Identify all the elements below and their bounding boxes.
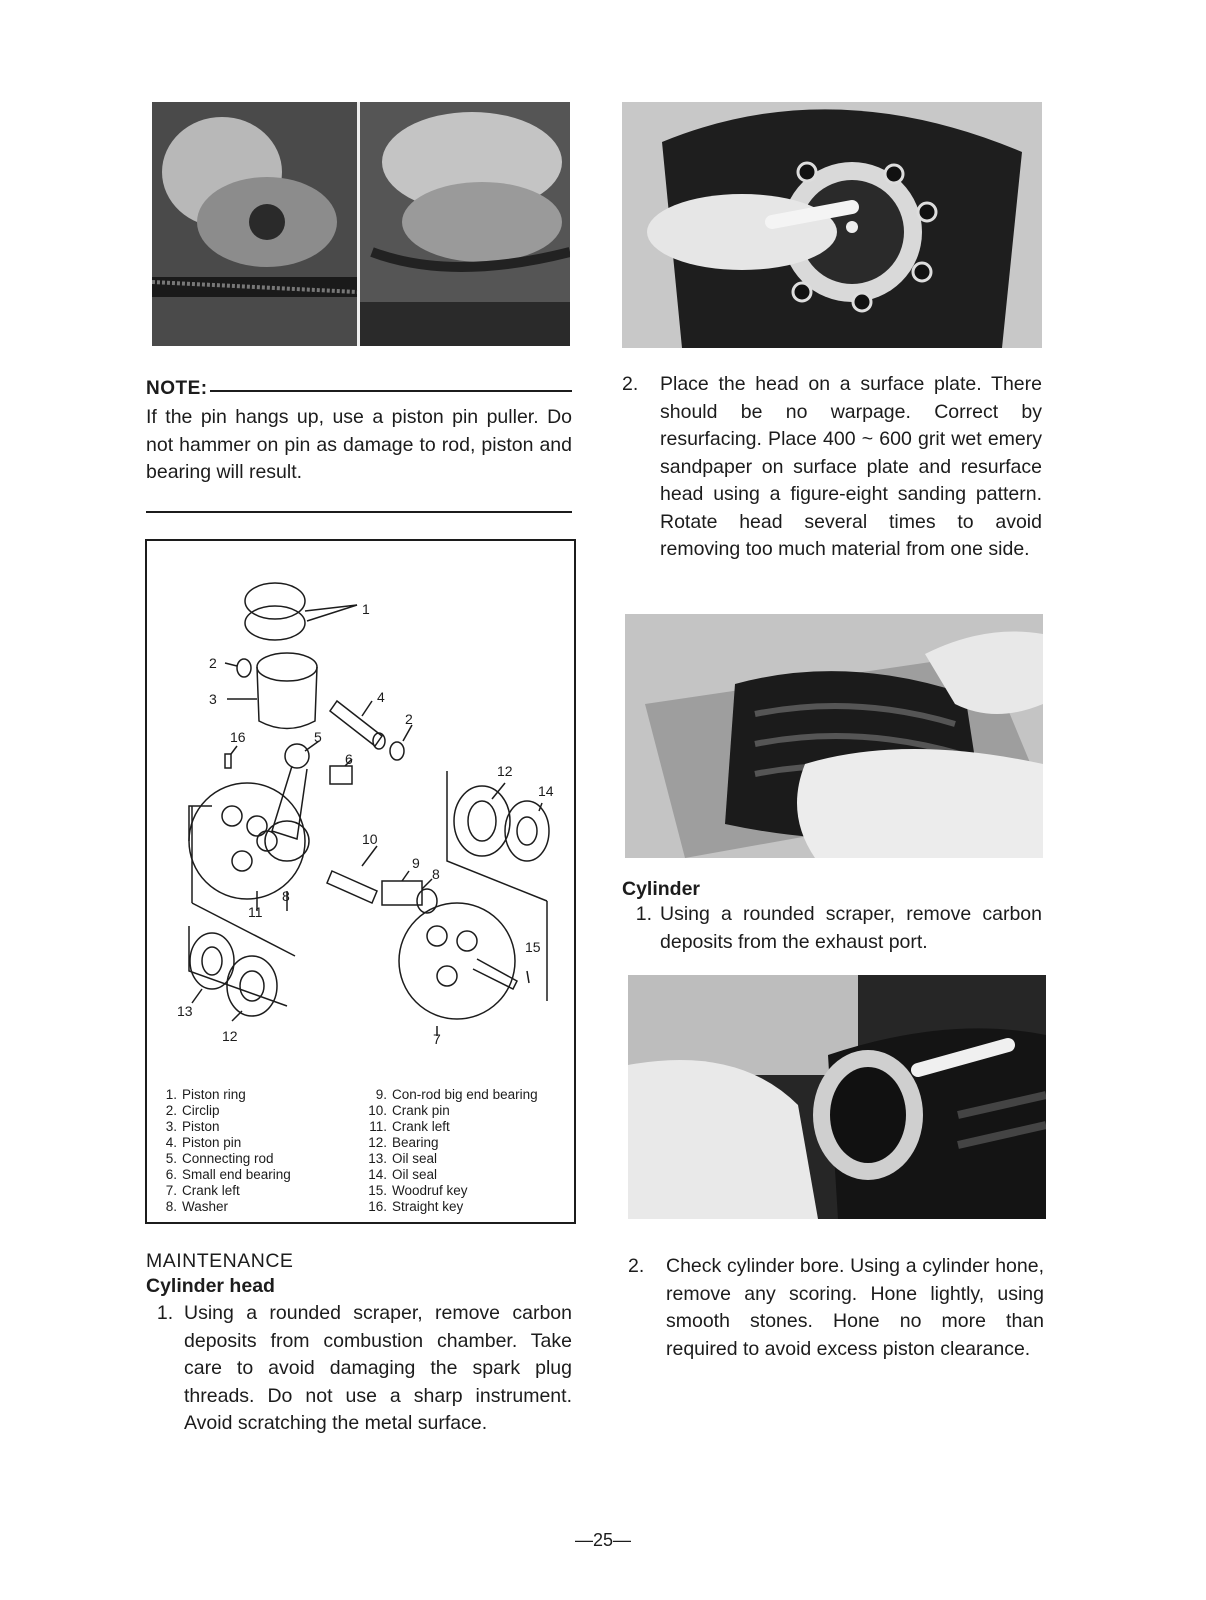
callout-9: 9	[412, 855, 420, 871]
step-number: 1.	[156, 1302, 174, 1324]
legend-item: 16. Straight key	[368, 1199, 464, 1214]
callout-3: 3	[209, 691, 217, 707]
legend-item: 10. Crank pin	[368, 1103, 450, 1118]
legend-item: 14. Oil seal	[368, 1167, 438, 1182]
callout-16: 16	[230, 729, 246, 745]
callout-11: 11	[248, 904, 263, 920]
cylinder-heading: Cylinder	[622, 878, 701, 900]
callout-15: 15	[525, 939, 541, 955]
crankshaft-exploded-diagram	[145, 539, 576, 1224]
callout-6: 6	[345, 751, 353, 767]
callout-13: 13	[177, 1003, 193, 1019]
legend-right	[365, 1087, 570, 1215]
note-title-rule	[210, 390, 572, 392]
step-text: Using a rounded scraper, remove carbon deposits from combustion chamber. Take care to avoid damaging the spark plug threads. Do not use a sharp instrument. Avoid scratching the metal surface.	[184, 1302, 572, 1434]
callout-12-bottom: 12	[222, 1028, 238, 1044]
diagram-drawing	[147, 541, 574, 1081]
legend-item: 5. Connecting rod	[165, 1151, 274, 1166]
callout-8-left: 8	[282, 888, 290, 904]
note-title: NOTE:	[146, 378, 208, 399]
legend-item: 12. Bearing	[368, 1135, 439, 1150]
step-number: 2.	[622, 373, 639, 395]
maintenance-section	[146, 1250, 572, 1438]
section-title: MAINTENANCE	[146, 1250, 294, 1272]
legend-left	[155, 1087, 355, 1215]
piston-pin-removal-photo	[152, 102, 570, 346]
note-block	[146, 378, 572, 513]
legend-item: 1. Piston ring	[165, 1087, 246, 1102]
exhaust-port-photo	[628, 975, 1046, 1219]
note-bottom-rule	[146, 511, 572, 513]
legend-item: 15. Woodruf key	[368, 1183, 468, 1198]
callout-2-top: 2	[209, 655, 217, 671]
callout-14: 14	[538, 783, 554, 799]
cylinder-head-photo	[622, 102, 1042, 348]
callout-1: 1	[362, 601, 370, 617]
step-number: 2.	[628, 1255, 645, 1277]
page-number: —25—	[574, 1530, 632, 1550]
legend-item: 11. Crank left	[369, 1119, 450, 1134]
callout-12-top: 12	[497, 763, 513, 779]
legend-item: 6. Small end bearing	[165, 1167, 291, 1182]
callout-10: 10	[362, 831, 378, 847]
legend-item: 2. Circlip	[165, 1103, 220, 1118]
cylinder-section	[622, 878, 1042, 956]
callout-4: 4	[377, 689, 385, 705]
cylinder-step-1	[622, 901, 1042, 956]
step-text: Using a rounded scraper, remove carbon deposits from the exhaust port.	[660, 903, 1042, 953]
cylinder-head-heading: Cylinder head	[146, 1275, 275, 1297]
resurfacing-photo	[625, 614, 1043, 858]
cylinder-head-step-1	[146, 1300, 572, 1438]
legend-item: 8. Washer	[165, 1199, 229, 1214]
step-text: Check cylinder bore. Using a cylinder hone, remove any scoring. Hone lightly, using smooth stones. Hone no more than required to avoid excess piston clearance.	[666, 1255, 1044, 1360]
callout-7: 7	[433, 1031, 441, 1047]
cylinder-head-step-2	[622, 371, 1042, 564]
legend-item: 9. Con-rod big end bearing	[375, 1087, 538, 1102]
step-number: 1.	[635, 903, 652, 925]
callout-2-right: 2	[405, 711, 413, 727]
legend-item: 13. Oil seal	[368, 1151, 438, 1166]
callout-8-right: 8	[432, 866, 440, 882]
note-text: If the pin hangs up, use a piston pin puller. Do not hammer on pin as damage to rod, piston and bearing will result.	[146, 406, 572, 483]
legend-item: 7. Crank left	[165, 1183, 240, 1198]
legend-item: 3. Piston	[165, 1119, 220, 1134]
legend-item: 4. Piston pin	[165, 1135, 242, 1150]
callout-5: 5	[314, 729, 322, 745]
cylinder-step-2	[628, 1253, 1044, 1363]
step-text: Place the head on a surface plate. There should be no warpage. Correct by resurfacing. Place 400 ~ 600 grit wet emery sandpaper on surface plate and resurface head using a figure-eight sanding pattern. Rotate head several times to avoid removing too much material from one side.	[660, 373, 1042, 560]
